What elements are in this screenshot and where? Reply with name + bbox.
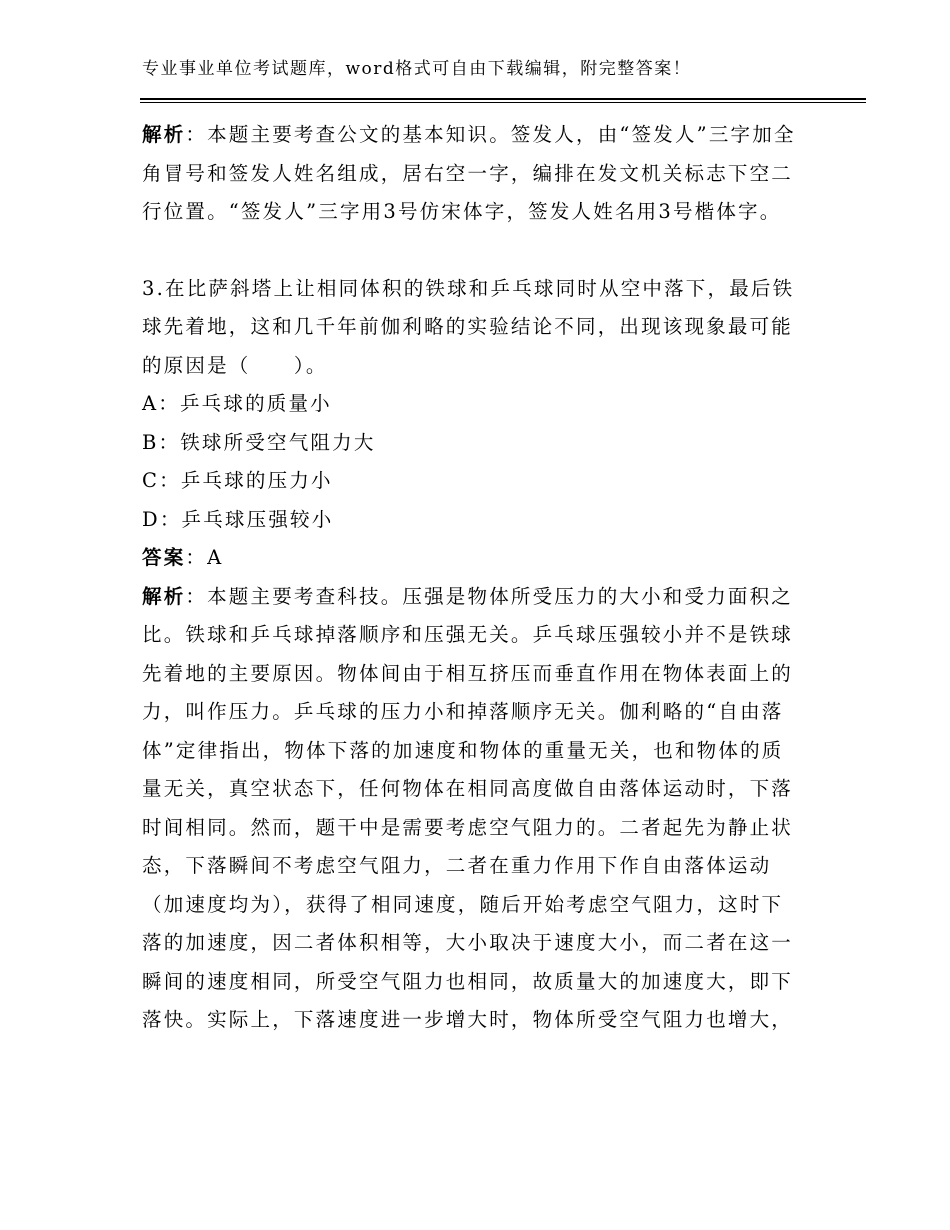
analysis-text: ：本题主要考查公文的基本知识。签发人，由“签发人”三字加全角冒号和签发人姓名组成，居右空一字，编排在发文机关标志下空二行位置。“签发人”三字用3号仿宋体字，签发人姓名用3号楷体字。 — [142, 123, 796, 223]
header-rule-thin — [140, 102, 866, 103]
option-b: B：铁球所受空气阻力大 — [142, 430, 376, 454]
analysis-label: 解析 — [142, 123, 186, 146]
option-a: A：乒乓球的质量小 — [142, 392, 332, 415]
analysis-label: 解析 — [142, 584, 186, 608]
option-d: D：乒乓球压强较小 — [142, 507, 334, 531]
page-header: 专业事业单位考试题库，word格式可自由下载编辑，附完整答案！ — [142, 59, 692, 79]
paragraph-gap — [142, 232, 802, 270]
option-c: C：乒乓球的压力小 — [142, 469, 333, 492]
answer-label: 答案 — [142, 546, 186, 569]
answer-value: ：A — [185, 546, 224, 569]
answer-line — [142, 539, 802, 578]
header-rule-thick — [140, 98, 866, 100]
question-stem: 3.在比萨斜塔上让相同体积的铁球和乒乓球同时从空中落下，最后铁球先着地，这和几千年前伽利略的实验结论不同，出现该现象最可能的原因是（ ）。 — [142, 276, 795, 377]
document-body — [142, 116, 802, 1040]
previous-analysis — [142, 116, 802, 232]
analysis — [142, 578, 802, 1040]
analysis-text: ：本题主要考查科技。压强是物体所受压力的大小和受力面积之比。铁球和乒乓球掉落顺序和压强无关。乒乓球压强较小并不是铁球先着地的主要原因。物体间由于相互挤压而垂直作用在物体表面上的力，叫作压力。乒乓球的压力小和掉落顺序无关。伽利略的“自由落体”定律指出，物体下落的加速度和物体的重量无关，也和物体的质量无关，真空状态下，任何物体在相同高度做自由落体运动时，下落时间相同。然而，题干中是需要考虑空气阻力的。二者起先为静止状态，下落瞬间不考虑空气阻力，二者在重力作用下作自由落体运动（加速度均为），获得了相同速度，随后开始考虑空气阻力，这时下落的加速度，因二者体积相等，大小取决于速度大小，而二者在这一瞬间的速度相同，所受空气阻力也相同，故质量大的加速度大，即下落快。实际上，下落速度进一步增大时，物体所受空气阻力也增大， — [142, 584, 794, 1031]
